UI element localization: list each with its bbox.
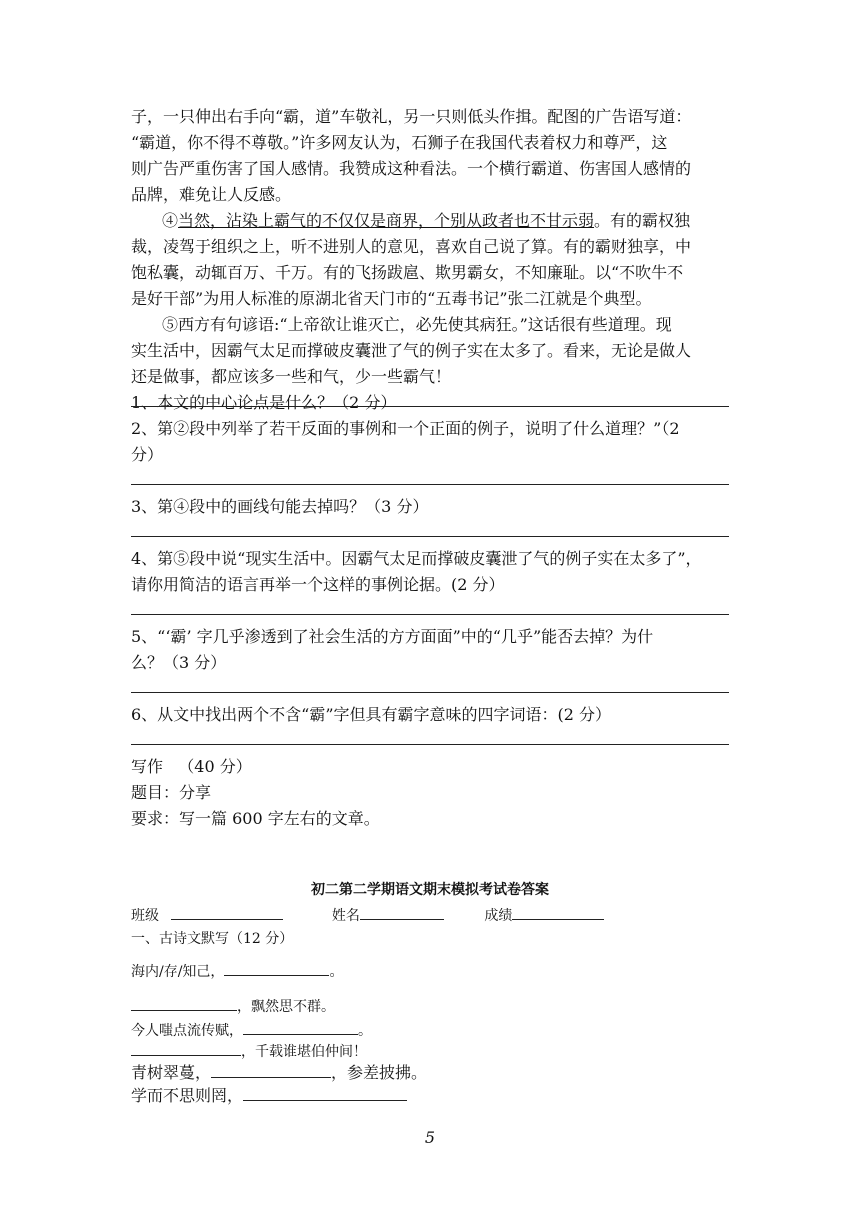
passage-line: “霸道，你不得不尊敬。”许多网友认为，石狮子在我国代表着权力和尊严，这 xyxy=(131,133,668,152)
verse-text: 学而不思则罔， xyxy=(131,1086,244,1105)
question-4: 4、第⑤段中说“现实生活中。因霸气太足而撑破皮囊泄了气的例子实在太多了”， xyxy=(131,549,702,568)
answer-line xyxy=(131,406,729,407)
recitation-line xyxy=(131,1086,731,1106)
answer-line xyxy=(131,614,729,615)
page-number: 5 xyxy=(424,1128,436,1147)
passage-line: 饱私囊，动辄百万、千万。有的飞扬跋扈、欺男霸女，不知廉耻。以“不吹牛不 xyxy=(131,263,684,282)
class-label: 班级 xyxy=(131,908,159,924)
question-5: 5、“‘霸’ 字几乎渗透到了社会生活的方方面面”中的“几乎”能否去掉？为什 xyxy=(131,627,654,646)
question-6: 6、从文中找出两个不含“霸”字但具有霸字意味的四字词语：(2 分） xyxy=(131,705,612,724)
verse-text: 今人嗤点流传赋， xyxy=(131,1023,243,1039)
passage-paragraph-4 xyxy=(162,211,762,231)
answer-blank[interactable] xyxy=(243,1086,407,1101)
question-4-cont: 请你用简洁的语言再举一个这样的事例论据。(2 分） xyxy=(131,575,505,594)
answer-blank[interactable] xyxy=(131,996,237,1011)
verse-text: ，参差披拂。 xyxy=(331,1063,428,1082)
passage-line: ⑤西方有句谚语:“上帝欲让谁灭亡，必先使其病狂。”这话很有些道理。现 xyxy=(162,315,672,334)
verse-text: 海内/存/知己， xyxy=(131,964,225,980)
question-3: 3、第④段中的画线句能去掉吗？（3 分） xyxy=(131,497,429,516)
writing-topic: 题目：分享 xyxy=(131,783,212,802)
answer-blank[interactable] xyxy=(131,1041,241,1056)
passage-line: 则广告严重伤害了国人感情。我赞成这种看法。一个横行霸道、伤害国人感情的 xyxy=(131,159,692,178)
question-5-cont: 么？（3 分） xyxy=(131,653,227,672)
passage-line: 是好干部”为用人标准的原湖北省天门市的“五毒书记”张二江就是个典型。 xyxy=(131,289,652,308)
writing-heading: 写作 （40 分） xyxy=(131,757,252,776)
passage-line: 还是做事，都应该多一些和气，少一些霸气！ xyxy=(131,367,452,386)
answer-line xyxy=(131,692,729,693)
verse-text: ，千载谁堪伯仲间！ xyxy=(241,1044,367,1060)
answer-line xyxy=(131,484,729,485)
score-field[interactable] xyxy=(512,905,604,920)
student-info-row xyxy=(131,905,731,926)
name-label: 姓名 xyxy=(331,908,360,924)
score-label: 成绩 xyxy=(484,908,513,924)
recitation-line xyxy=(131,1063,731,1083)
passage-text: 。有的霸权独 xyxy=(594,211,691,230)
section-heading: 一、古诗文默写（12 分） xyxy=(131,931,294,947)
underlined-sentence: 当然，沾染上霸气的不仅仅是商界，个别从政者也不甘示弱 xyxy=(178,211,595,230)
recitation-line xyxy=(131,961,731,982)
recitation-line xyxy=(131,1041,731,1062)
answer-blank[interactable] xyxy=(243,1020,358,1035)
answer-line xyxy=(131,744,729,745)
answer-line xyxy=(131,536,729,537)
answer-blank[interactable] xyxy=(224,961,329,976)
question-2-cont: 分） xyxy=(131,445,164,464)
paragraph-number: ④ xyxy=(162,211,179,230)
question-2: 2、第②段中列举了若干反面的事例和一个正面的例子，说明了什么道理？”（2 xyxy=(131,419,680,438)
verse-text: ，飘然思不群。 xyxy=(237,999,335,1015)
passage-line: 子，一只伸出右手向“霸，道”车敬礼，另一只则低头作揖。配图的广告语写道： xyxy=(131,107,692,126)
verse-text: 。 xyxy=(329,964,344,980)
writing-requirement: 要求：写一篇 600 字左右的文章。 xyxy=(131,809,380,828)
passage-line: 实生活中，因霸气太足而撑破皮囊泄了气的例子实在太多了。看来，无论是做人 xyxy=(131,341,692,360)
class-field[interactable] xyxy=(171,905,283,920)
answer-sheet-title: 初二第二学期语文期末模拟考试卷答案 xyxy=(311,882,549,898)
question-1: 1、本文的中心论点是什么？（2 分） xyxy=(131,393,397,412)
passage-line: 裁，凌驾于组织之上，听不进别人的意见，喜欢自己说了算。有的霸财独享，中 xyxy=(131,237,692,256)
name-field[interactable] xyxy=(360,905,444,920)
verse-text: 。 xyxy=(358,1023,372,1039)
recitation-line xyxy=(131,996,731,1017)
verse-text: 青树翠蔓， xyxy=(131,1063,212,1082)
passage-line: 品牌，难免让人反感。 xyxy=(131,185,292,204)
recitation-line xyxy=(131,1020,731,1041)
answer-blank[interactable] xyxy=(211,1063,331,1078)
